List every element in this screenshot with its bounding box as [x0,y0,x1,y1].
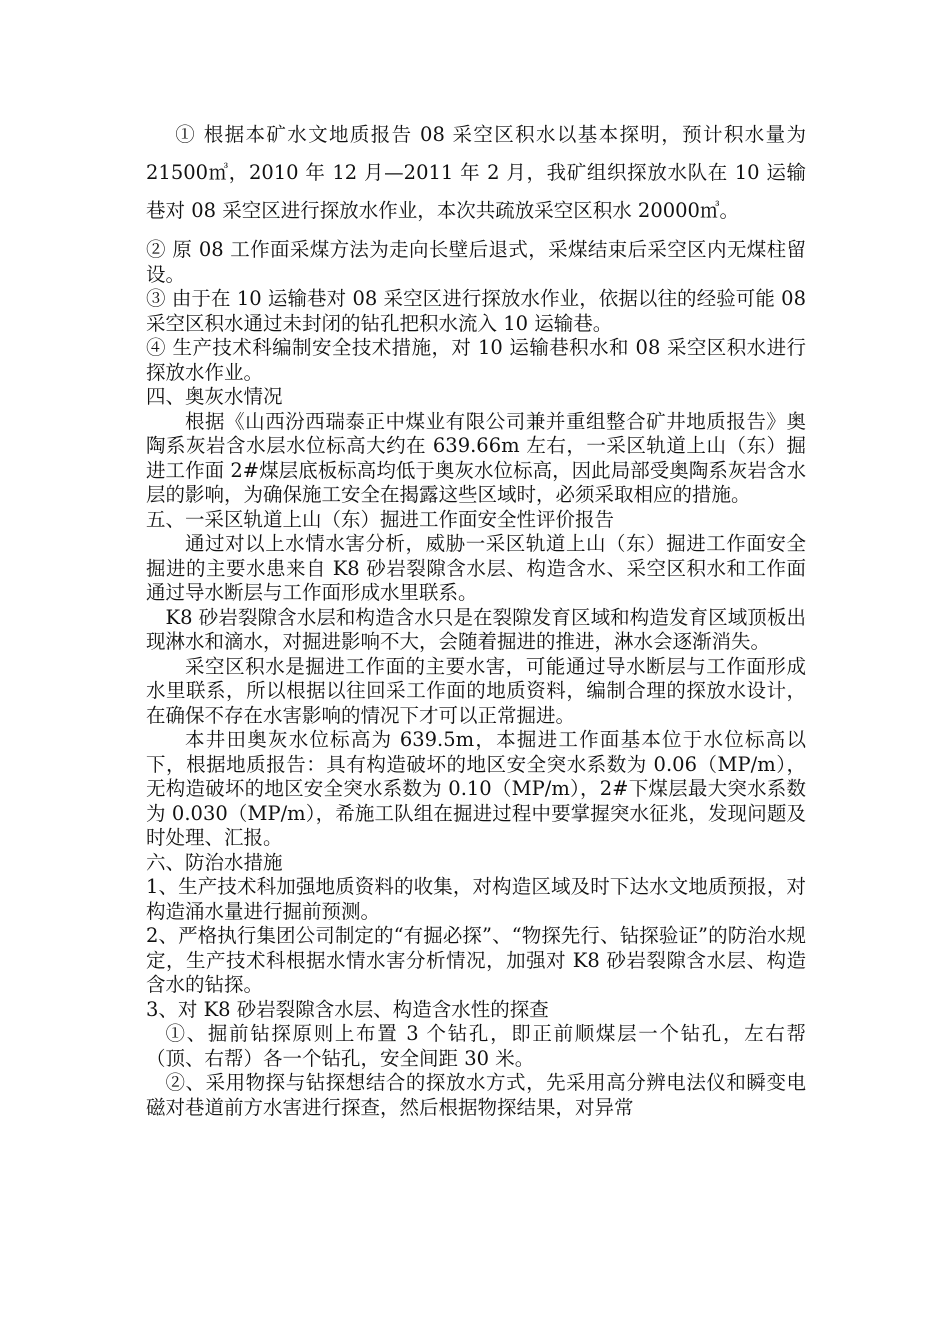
paragraph-gap [146,230,806,238]
sub-item-borehole-layout: ①、掘前钻探原则上布置 3 个钻孔，即正前顺煤层一个钻孔，左右帮（顶、右帮）各一个钻孔，安全间距 30 米。 [146,1022,806,1070]
paragraph-goaf-water-survey: ① 根据本矿水文地质报告 08 采空区积水以基本探明，预计积水量为 21500㎥，2010 年 12 月—2011 年 2 月，我矿组织探放水队在 10 运输巷对 08 采空区进行探放水作业，本次共疏放采空区积水 20000㎥。 [146,123,806,222]
paragraph-water-inrush-coefficient: 本井田奥灰水位标高为 639.5m，本掘进工作面基本位于水位标高以下，根据地质报告：具有构造破坏的地区安全突水系数为 0.06（MP/m），无构造破坏的地区安全突水系数为 0.10（MP/m），2#下煤层最大突水系数为 0.030（MP/m），希施工队组在掘进过程中要掌握突水征兆，发现问题及时处理、汇报。 [146,728,806,849]
section-heading-safety-evaluation: 五、一采区轨道上山（东）掘进工作面安全性评价报告 [146,507,615,531]
list-item-aquifer-investigation: 3、对 K8 砂岩裂隙含水层、构造含水性的探查 [146,997,549,1021]
paragraph-water-hazard-analysis: 通过对以上水情水害分析，威胁一采区轨道上山（东）掘进工作面安全掘进的主要水患来自 K8 砂岩裂隙含水层、构造含水、采空区积水和工作面通过导水断层与工作面形成水里联系。 [146,532,806,604]
paragraph-ordovician-water: 根据《山西汾西瑞泰正中煤业有限公司兼并重组整合矿井地质报告》奥陶系灰岩含水层水位标高大约在 639.66m 左右，一采区轨道上山（东）掘进工作面 2#煤层底板标高均低于奥灰水位标高，因此局部受奥陶系灰岩含水层的影响，为确保施工安全在揭露这些区域时，必须采取相应的措施。 [146,409,806,506]
section-heading-water-prevention: 六、防治水措施 [146,850,283,874]
paragraph-mining-method: ② 原 08 工作面采煤方法为走向长壁后退式，采煤结束后采空区内无煤柱留设。 [146,238,806,286]
list-item-geology-forecast: 1、生产技术科加强地质资料的收集，对构造区域及时下达水文地质预报，对构造涌水量进行掘前预测。 [146,875,806,923]
list-item-drilling-rules: 2、严格执行集团公司制定的“有掘必探”、“物探先行、钻探验证”的防治水规定，生产技术科根据水情水害分析情况，加强对 K8 砂岩裂隙含水层、构造含水的钻探。 [146,924,806,996]
paragraph-safety-measures: ④ 生产技术科编制安全技术措施，对 10 运输巷积水和 08 采空区积水进行探放水作业。 [146,336,806,384]
paragraph-k8-sandstone: K8 砂岩裂隙含水层和构造含水只是在裂隙发育区域和构造发育区域顶板出现淋水和滴水，对掘进影响不大，会随着掘进的推进，淋水会逐渐消失。 [146,605,806,653]
document-body [146,116,806,1120]
paragraph-goaf-hazard: 采空区积水是掘进工作面的主要水害，可能通过导水断层与工作面形成水里联系，所以根据以往回采工作面的地质资料，编制合理的探放水设计，在确保不存在水害影响的情况下才可以正常掘进。 [146,654,806,727]
paragraph-drainage-risk: ③ 由于在 10 运输巷对 08 采空区进行探放水作业，依据以往的经验可能 08 采空区积水通过未封闭的钻孔把积水流入 10 运输巷。 [146,287,806,335]
sub-item-geophysical-method: ②、采用物探与钻探想结合的探放水方式，先采用高分辨电法仪和瞬变电磁对巷道前方水害进行探查，然后根据物探结果，对异常 [146,1071,806,1119]
section-heading-ordovician-water: 四、奥灰水情况 [146,385,283,408]
